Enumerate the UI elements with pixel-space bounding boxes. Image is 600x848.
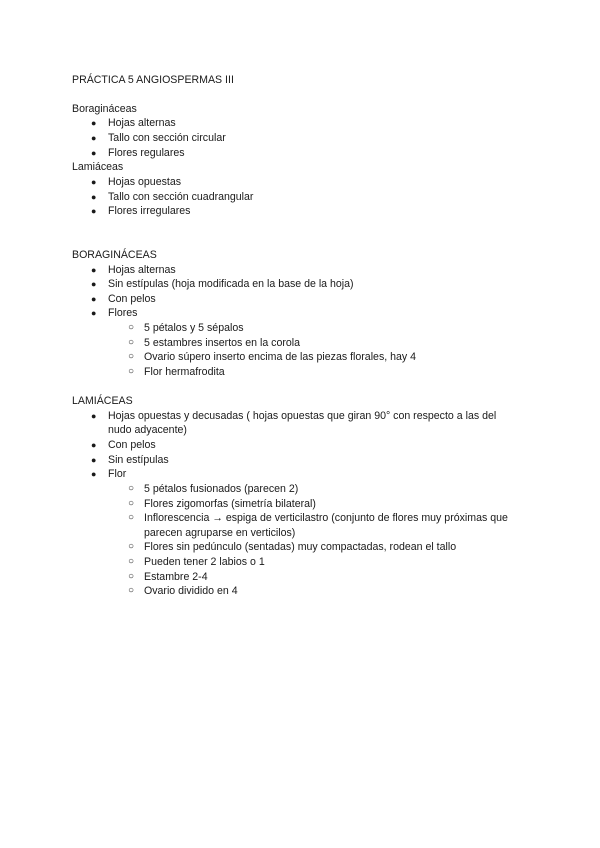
bullet-icon: ● <box>91 177 97 187</box>
list-item: Flores regulares <box>108 147 185 159</box>
circle-bullet-icon: ○ <box>128 556 135 567</box>
circle-bullet-icon: ○ <box>128 512 135 523</box>
list-item: Flores irregulares <box>108 205 191 217</box>
sub-list-item: 5 pétalos fusionados (parecen 2) <box>144 483 299 495</box>
list-item: Hojas alternas <box>108 117 176 129</box>
bullet-icon: ● <box>91 440 97 450</box>
bullet-icon: ● <box>91 455 97 465</box>
list-item: Sin estípulas <box>108 454 169 466</box>
circle-bullet-icon: ○ <box>128 571 135 582</box>
sub-list-item: 5 estambres insertos en la corola <box>144 337 301 349</box>
sub-list-item: Pueden tener 2 labios o 1 <box>144 556 265 568</box>
list-item: Tallo con sección circular <box>108 132 226 144</box>
bullet-icon: ● <box>91 133 97 143</box>
bullet-icon: ● <box>91 469 97 479</box>
sub-list-item: Inflorescencia → espiga de verticilastro (conjunto de flores muy próximas que <box>144 512 508 524</box>
circle-bullet-icon: ○ <box>128 541 135 552</box>
bullet-icon: ● <box>91 265 97 275</box>
bullet-icon: ● <box>91 148 97 158</box>
list-item-continuation: nudo adyacente) <box>108 424 187 436</box>
list-item: Flor <box>108 468 127 480</box>
list-item: Hojas opuestas y decusadas ( hojas opuestas que giran 90° con respecto a las del <box>108 410 497 422</box>
sub-list-item: Estambre 2-4 <box>144 571 208 583</box>
circle-bullet-icon: ○ <box>128 337 135 348</box>
list-item: Flores <box>108 307 138 319</box>
circle-bullet-icon: ○ <box>128 498 135 509</box>
sub-list-item: 5 pétalos y 5 sépalos <box>144 322 244 334</box>
sub-list-item: Flores zigomorfas (simetría bilateral) <box>144 498 316 510</box>
list-item: Tallo con sección cuadrangular <box>108 191 254 203</box>
sub-list-item: Flores sin pedúnculo (sentadas) muy compactadas, rodean el tallo <box>144 541 457 553</box>
list-item: Con pelos <box>108 439 156 451</box>
circle-bullet-icon: ○ <box>128 483 135 494</box>
bullet-icon: ● <box>91 279 97 289</box>
circle-bullet-icon: ○ <box>128 585 135 596</box>
document-title: PRÁCTICA 5 ANGIOSPERMAS III <box>72 74 234 86</box>
circle-bullet-icon: ○ <box>128 322 135 333</box>
list-item: Hojas alternas <box>108 264 176 276</box>
bullet-icon: ● <box>91 411 97 421</box>
circle-bullet-icon: ○ <box>128 366 135 377</box>
bullet-icon: ● <box>91 192 97 202</box>
bullet-icon: ● <box>91 206 97 216</box>
bullet-icon: ● <box>91 294 97 304</box>
sub-list-item: Flor hermafrodita <box>144 366 225 378</box>
sub-list-item-continuation: parecen agruparse en verticilos) <box>144 527 296 539</box>
boraginaceas-heading: BORAGINÁCEAS <box>72 249 157 261</box>
sub-list-item: Ovario dividido en 4 <box>144 585 238 597</box>
lamiaceas-heading: LAMIÁCEAS <box>72 395 133 407</box>
bullet-icon: ● <box>91 118 97 128</box>
list-item: Sin estípulas (hoja modificada en la base de la hoja) <box>108 278 354 290</box>
circle-bullet-icon: ○ <box>128 351 135 362</box>
summary-boraginaceas-heading: Boragináceas <box>72 103 137 115</box>
list-item: Hojas opuestas <box>108 176 182 188</box>
bullet-icon: ● <box>91 308 97 318</box>
summary-lamiaceas-heading: Lamiáceas <box>72 161 124 173</box>
sub-list-item: Ovario súpero inserto encima de las piezas florales, hay 4 <box>144 351 417 363</box>
list-item: Con pelos <box>108 293 156 305</box>
